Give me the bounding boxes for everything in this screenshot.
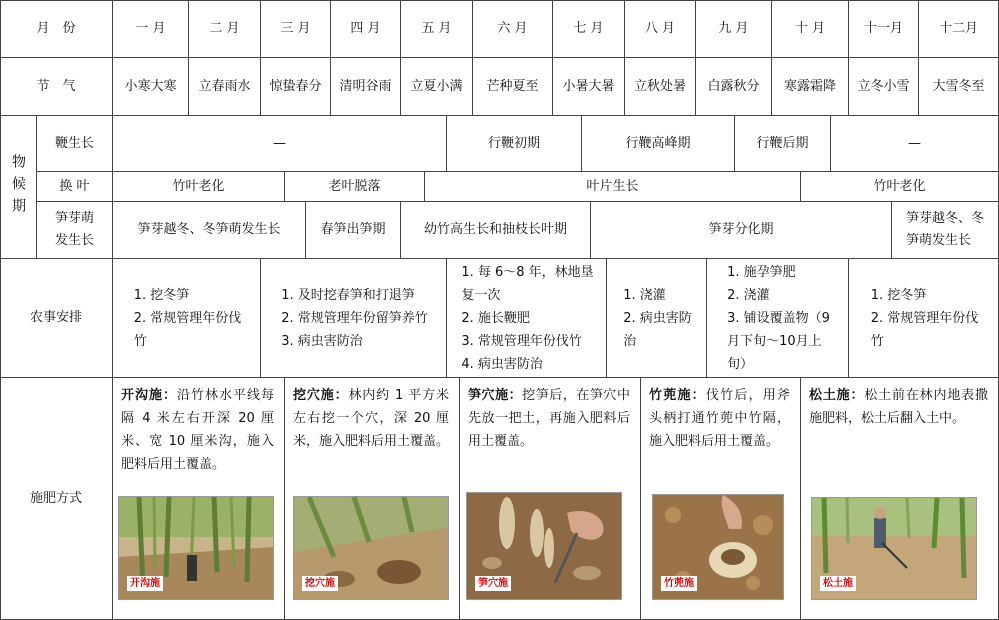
shoot-growth-label: 笋芽萌 发生长 bbox=[37, 202, 113, 259]
month-cell: 十 月 bbox=[772, 0, 849, 58]
photo-caption: 竹蔸施 bbox=[661, 576, 697, 591]
farming-cell: 1. 每 6～8 年，林地垦 复一次 2. 施长鞭肥 3. 常规管理年份伐竹 4. 病虫害防治 bbox=[447, 259, 607, 378]
method-title: 竹蔸施： bbox=[649, 388, 706, 403]
photo-caption: 松土施 bbox=[820, 576, 856, 591]
solar-term-cell: 清明谷雨 bbox=[331, 58, 401, 116]
leaf-phase-cell: 老叶脱落 bbox=[285, 172, 425, 202]
farming-cell: 1. 浇灌 2. 病虫害防 治 bbox=[607, 259, 707, 378]
month-cell: 四 月 bbox=[331, 0, 401, 58]
photo-caption: 笋穴施 bbox=[475, 576, 511, 591]
hole-photo-icon bbox=[293, 496, 449, 600]
shoot-phase-cell: 春笋出笋期 bbox=[306, 202, 401, 259]
month-cell: 一 月 bbox=[113, 0, 189, 58]
fertilization-label: 施肥方式 bbox=[0, 378, 113, 620]
method-text: 林内约 1 平方米左右挖一个穴，深 20 厘米，施入肥料后用土覆盖。 bbox=[293, 388, 450, 449]
month-cell: 十一月 bbox=[849, 0, 919, 58]
solar-term-cell: 立秋处暑 bbox=[625, 58, 696, 116]
leaf-phase-cell: 竹叶老化 bbox=[801, 172, 999, 202]
stump-photo-icon bbox=[652, 494, 784, 600]
month-cell: 八 月 bbox=[625, 0, 696, 58]
solar-term-cell: 立夏小满 bbox=[401, 58, 473, 116]
whip-growth-label: 鞭生长 bbox=[37, 116, 113, 172]
solar-term-cell: 惊蛰春分 bbox=[261, 58, 331, 116]
photo-caption: 挖穴施 bbox=[302, 576, 338, 591]
solar-term-cell: 小寒大寒 bbox=[113, 58, 189, 116]
trench-photo-icon bbox=[118, 496, 274, 600]
farming-cell: 1. 施孕笋肥 2. 浇灌 3. 铺设覆盖物（9 月下旬～10月上 旬） bbox=[707, 259, 849, 378]
solar-term-cell: 立春雨水 bbox=[189, 58, 261, 116]
method-title: 松土施： bbox=[809, 388, 865, 403]
solar-term-cell: 大雪冬至 bbox=[919, 58, 999, 116]
solar-term-cell: 芒种夏至 bbox=[473, 58, 553, 116]
shoot-hole-photo-icon bbox=[466, 492, 622, 600]
farming-cell: 1. 挖冬笋 2. 常规管理年份伐 竹 bbox=[113, 259, 261, 378]
month-cell: 三 月 bbox=[261, 0, 331, 58]
leaf-change-label: 换 叶 bbox=[37, 172, 113, 202]
solar-term-cell: 寒露霜降 bbox=[772, 58, 849, 116]
solar-term-cell: 立冬小雪 bbox=[849, 58, 919, 116]
whip-phase-cell: 行鞭后期 bbox=[735, 116, 831, 172]
whip-phase-cell: — bbox=[113, 116, 447, 172]
farming-cell: 1. 挖冬笋 2. 常规管理年份伐 竹 bbox=[849, 259, 999, 378]
method-text: 松土前在林内地表撒施肥料，松土后翻入土中。 bbox=[809, 388, 988, 426]
leaf-phase-cell: 叶片生长 bbox=[425, 172, 801, 202]
method-title: 开沟施： bbox=[121, 388, 177, 403]
whip-phase-cell: — bbox=[831, 116, 999, 172]
farming-label: 农事安排 bbox=[0, 259, 113, 378]
photo-caption: 开沟施 bbox=[127, 576, 163, 591]
phenology-group-label: 物候期 bbox=[0, 116, 37, 259]
solar-term-cell: 小暑大暑 bbox=[553, 58, 625, 116]
month-header-label: 月 份 bbox=[0, 0, 113, 58]
method-text: 伐竹后，用斧头柄打通竹蔸中竹隔，施入肥料后用土覆盖。 bbox=[649, 388, 790, 449]
whip-phase-cell: 行鞭初期 bbox=[447, 116, 582, 172]
month-cell: 六 月 bbox=[473, 0, 553, 58]
month-cell: 九 月 bbox=[696, 0, 772, 58]
shoot-phase-cell: 笋芽越冬、冬 笋萌发生长 bbox=[892, 202, 999, 259]
method-text: 挖笋后，在笋穴中先放一把土，再施入肥料后用土覆盖。 bbox=[468, 388, 630, 449]
solar-term-header-label: 节 气 bbox=[0, 58, 113, 116]
farming-cell: 1. 及时挖春笋和打退笋 2. 常规管理年份留笋养竹 3. 病虫害防治 bbox=[261, 259, 447, 378]
month-cell: 二 月 bbox=[189, 0, 261, 58]
leaf-phase-cell: 竹叶老化 bbox=[113, 172, 285, 202]
shoot-phase-cell: 笋芽分化期 bbox=[591, 202, 892, 259]
loosen-soil-photo-icon bbox=[811, 497, 977, 600]
month-cell: 七 月 bbox=[553, 0, 625, 58]
shoot-phase-cell: 笋芽越冬、冬笋萌发生长 bbox=[113, 202, 306, 259]
method-title: 挖穴施： bbox=[293, 388, 349, 403]
shoot-phase-cell: 幼竹高生长和抽枝长叶期 bbox=[401, 202, 591, 259]
solar-term-cell: 白露秋分 bbox=[696, 58, 772, 116]
method-title: 笋穴施： bbox=[468, 388, 523, 403]
whip-phase-cell: 行鞭高峰期 bbox=[582, 116, 735, 172]
month-cell: 五 月 bbox=[401, 0, 473, 58]
month-cell: 十二月 bbox=[919, 0, 999, 58]
method-text: 沿竹林水平线每隔 4 米左右开深 20 厘米、宽 10 厘米沟，施入肥料后用土覆盖。 bbox=[121, 388, 274, 472]
